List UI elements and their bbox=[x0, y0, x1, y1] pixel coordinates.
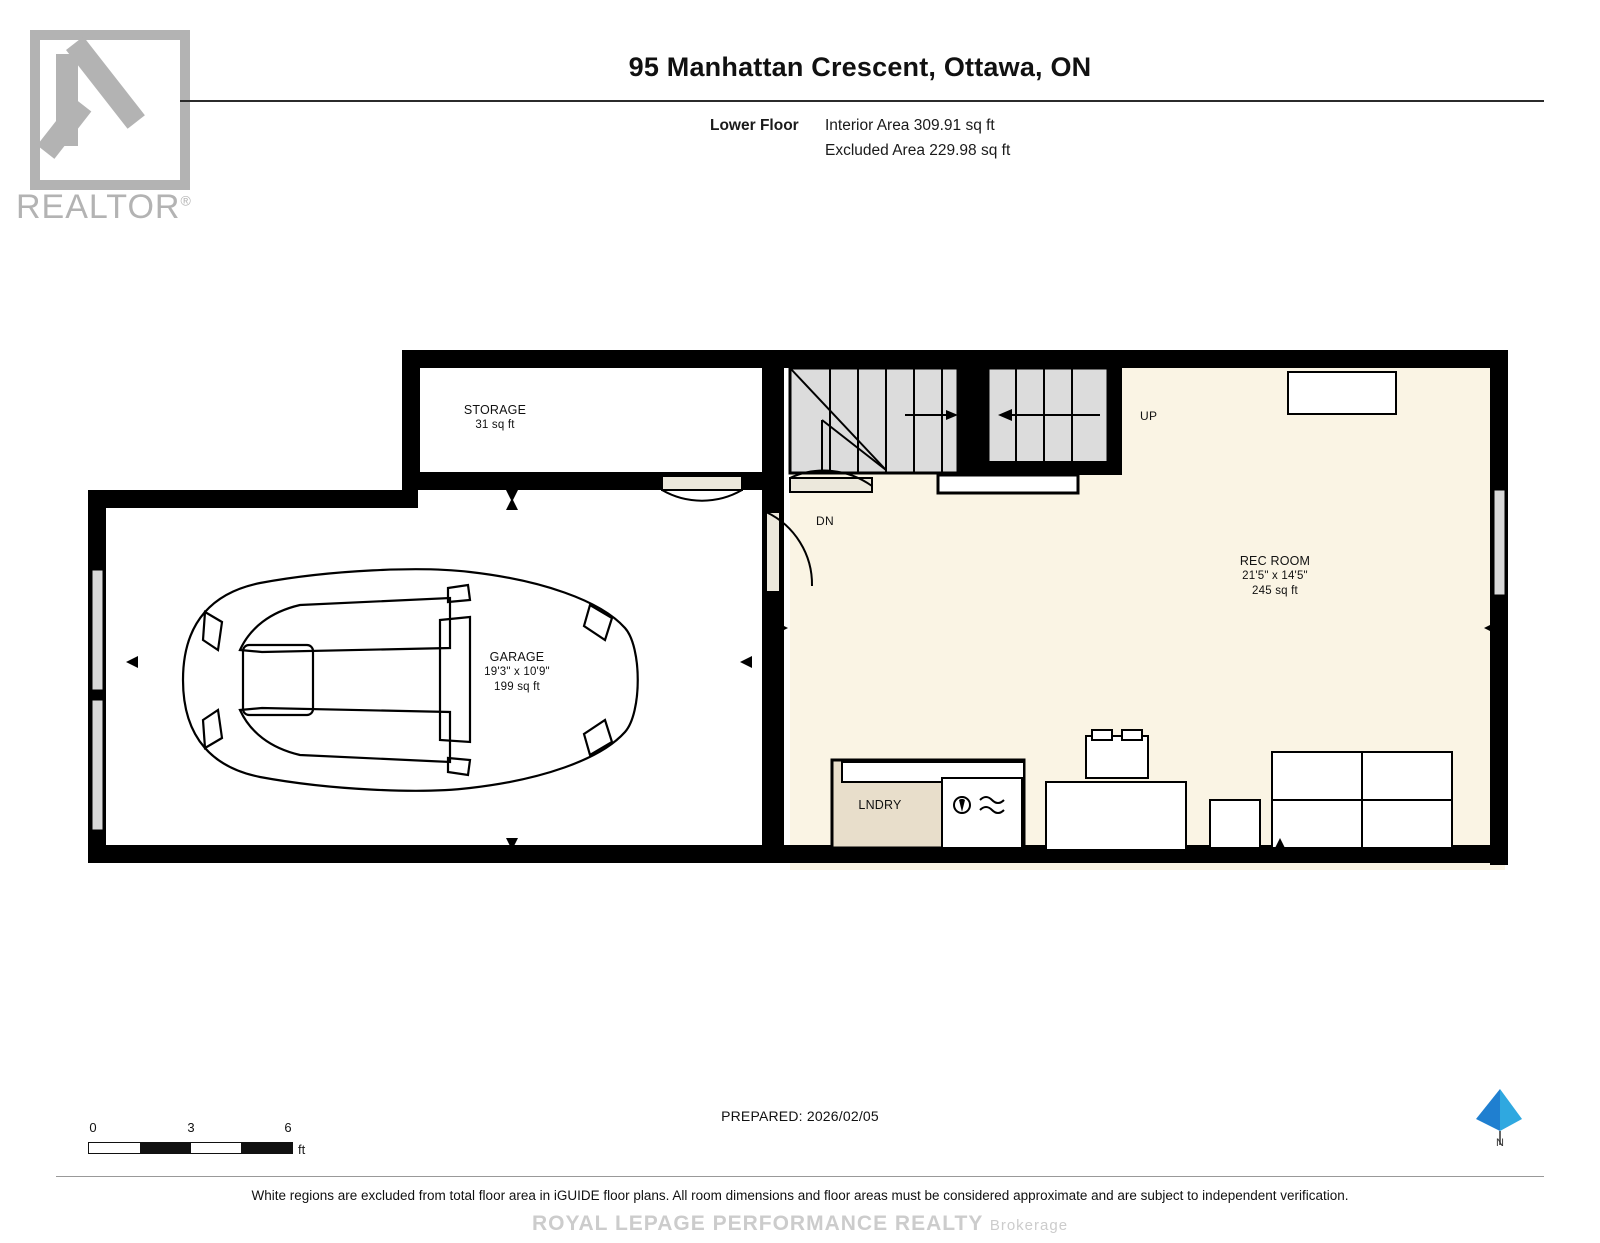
realtor-registered-mark: ® bbox=[180, 192, 192, 209]
prepared-date: PREPARED: 2026/02/05 bbox=[721, 1108, 879, 1124]
compass-icon bbox=[1470, 1085, 1530, 1165]
room-area-storage: 31 sq ft bbox=[475, 419, 515, 431]
scale-segment-1 bbox=[140, 1143, 191, 1153]
scale-unit: ft bbox=[298, 1142, 306, 1157]
room-dim-rec-room: 21'5" x 14'5" bbox=[1242, 570, 1308, 582]
room-label-storage bbox=[420, 403, 570, 433]
compass-north-label: N bbox=[1496, 1137, 1504, 1149]
brokerage-watermark bbox=[0, 1212, 1600, 1236]
brokerage-suffix: Brokerage bbox=[989, 1217, 1069, 1234]
stairs-down bbox=[790, 368, 958, 473]
room-area-garage: 199 sq ft bbox=[494, 681, 540, 693]
scale-tick-1: 3 bbox=[187, 1120, 195, 1135]
brokerage-name: ROYAL LEPAGE PERFORMANCE REALTY bbox=[531, 1212, 983, 1235]
interior-area: Interior Area 309.91 sq ft bbox=[825, 117, 995, 134]
room-name-storage: STORAGE bbox=[463, 403, 527, 417]
room-label-laundry bbox=[830, 798, 930, 813]
room-name-rec-room: REC ROOM bbox=[1239, 554, 1311, 568]
footer-divider bbox=[56, 1176, 1544, 1177]
room-name-garage: GARAGE bbox=[489, 650, 545, 664]
compass-rose bbox=[1470, 1085, 1530, 1165]
disclaimer-text: White regions are excluded from total floor area in iGUIDE floor plans. All room dimensions and floor areas must be considered approximate and are subject to independent verification. bbox=[251, 1188, 1349, 1203]
room-label-garage bbox=[437, 650, 597, 695]
room-label-rec-room bbox=[1195, 554, 1355, 599]
room-area-rec-room: 245 sq ft bbox=[1252, 585, 1298, 597]
scale-bar-graphic bbox=[88, 1142, 293, 1154]
scale-tick-2: 6 bbox=[284, 1120, 292, 1135]
stairs-up-label: UP bbox=[1140, 409, 1158, 423]
scale-tick-0: 0 bbox=[89, 1120, 97, 1135]
room-name-laundry: LNDRY bbox=[858, 798, 902, 812]
room-dim-garage: 19'3" x 10'9" bbox=[484, 666, 550, 678]
stairs-up bbox=[938, 368, 1122, 493]
realtor-wordmark-text: REALTOR bbox=[16, 188, 181, 226]
excluded-areas bbox=[100, 360, 775, 860]
stairs-down-label: DN bbox=[816, 514, 834, 528]
page-title: 95 Manhattan Crescent, Ottawa, ON bbox=[628, 52, 1092, 82]
excluded-area: Excluded Area 229.98 sq ft bbox=[825, 142, 1011, 159]
scale-bar bbox=[88, 1120, 308, 1160]
floor-label: Lower Floor bbox=[710, 117, 799, 134]
scale-segment-2 bbox=[241, 1143, 292, 1153]
